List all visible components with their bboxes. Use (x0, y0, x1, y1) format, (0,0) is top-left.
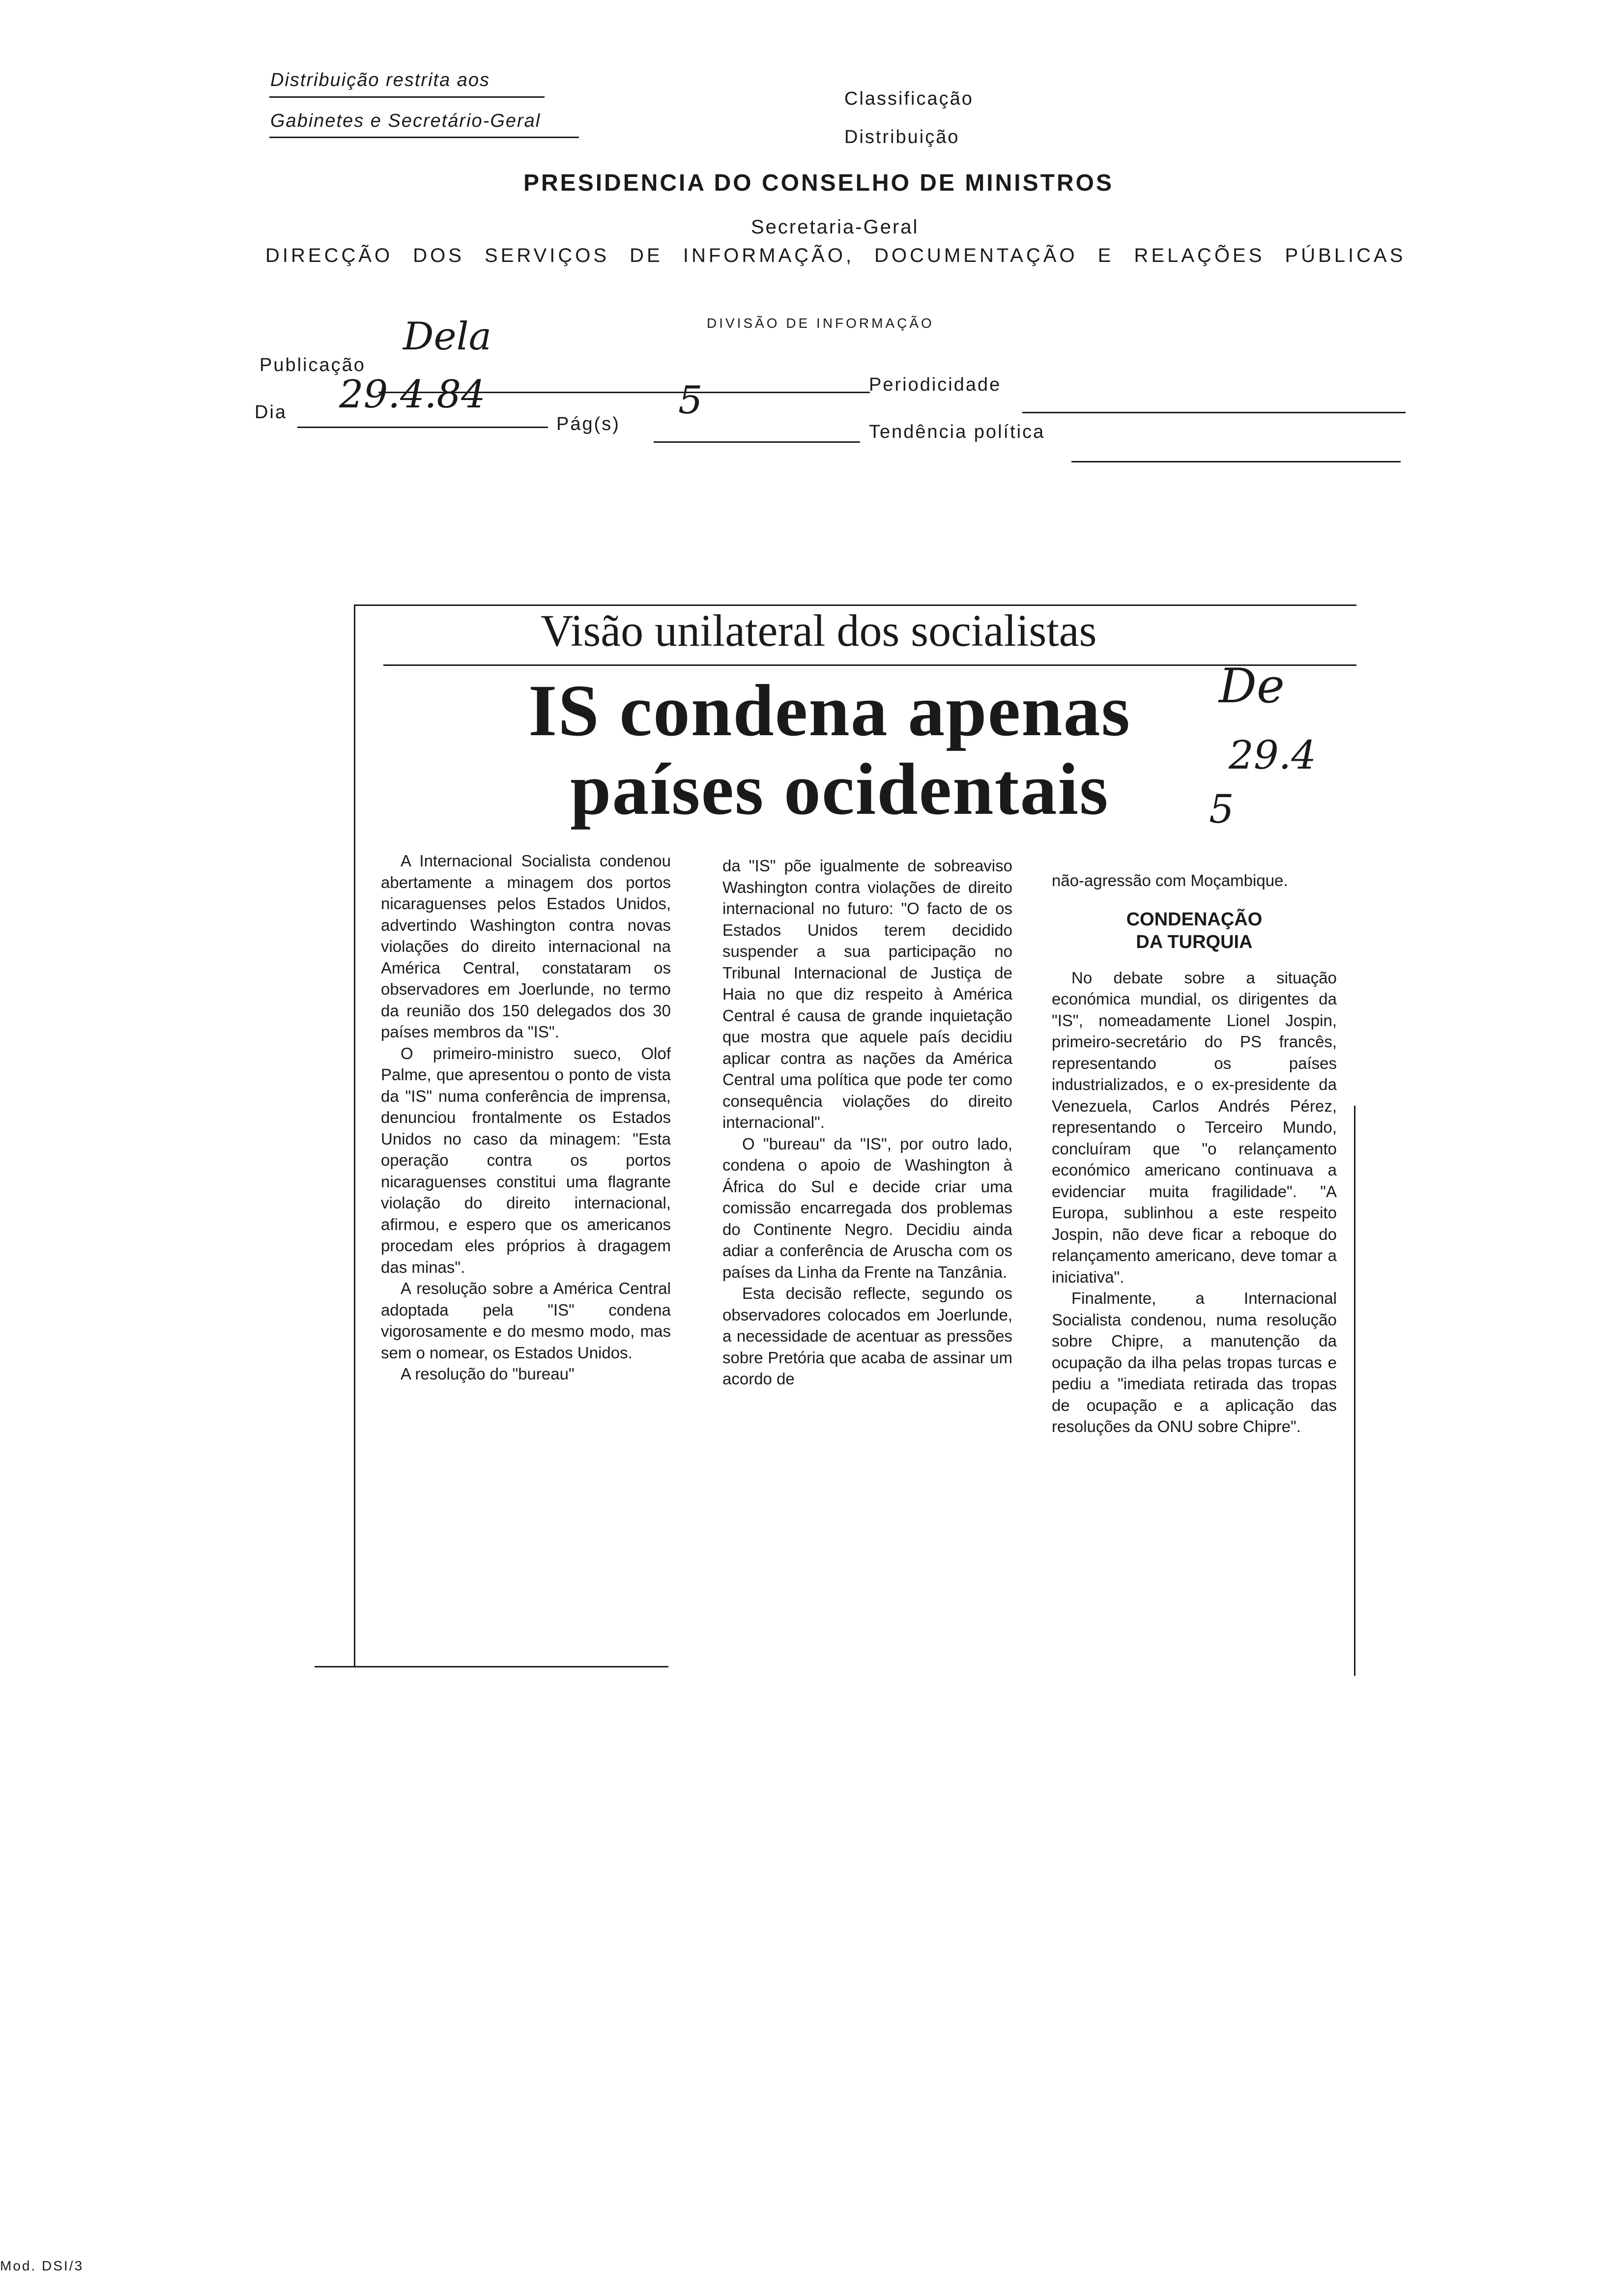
periodicity-line (1022, 412, 1406, 413)
restricted-underline-1 (269, 96, 545, 98)
day-label: Dia (255, 402, 288, 423)
restricted-distribution-line2: Gabinetes e Secretário-Geral (270, 111, 541, 131)
col2-paragraph-2: O "bureau" da "IS", por outro lado, condena o apoio de Washington à África do Sul e decide criar uma comissão encarregada dos problemas do Continente Negro. Decidiu ainda adiar a conferência de Aruscha com os países da Linha da Frente na Tanzânia. (722, 1134, 1012, 1281)
col3-intro: não-agressão com Moçambique. (1052, 871, 1288, 890)
kicker-rule (383, 664, 1356, 666)
political-tendency-line (1071, 461, 1401, 462)
organization-title: PRESIDENCIA DO CONSELHO DE MINISTROS (523, 170, 1114, 196)
col3-paragraph-2: Finalmente, a Internacional Socialista condenou, numa resolução sobre Chipre, a manutenção da ocupação da ilha pelas tropas turcas e pediu a "imediata retirada das tropas de ocupação e a aplicação das resoluções da ONU sobre Chipre". (1052, 1289, 1337, 1435)
article-headline-line1: IS condena apenas (528, 670, 1131, 751)
political-tendency-label: Tendência política (869, 422, 1045, 442)
article-column-2 (722, 855, 1012, 1390)
col3-paragraph-1: No debate sobre a situação económica mundial, os dirigentes da "IS", nomeadamente Lionel Jospin, primeiro-secretário do PS francês, representando os países industrializados, e o ex-presidente da Venezuela, Carlos Andrés Pérez, representando o Terceiro Mundo, concluíram que "o relançamento económico americano continuava a evidenciar muita fragilidade". "A Europa, sublinhou a este respeito Jospin, não deve ficar a reboque do relançamento americano, deve tomar a iniciativa". (1052, 968, 1337, 1286)
pages-label: Pág(s) (556, 414, 620, 434)
pages-line (654, 441, 860, 443)
directorate: DIRECÇÃO DOS SERVIÇOS DE INFORMAÇÃO, DOCUMENTAÇÃO E RELAÇÕES PÚBLICAS (265, 245, 1406, 266)
classification-label: Classificação (844, 88, 974, 109)
col3-subheading-line1: CONDENAÇÃO (1126, 909, 1263, 930)
day-line (297, 427, 548, 428)
margin-annotation-2: 29.4 (1229, 732, 1317, 778)
restricted-underline-2 (269, 137, 579, 138)
day-value: 29.4.84 (339, 373, 486, 417)
margin-annotation-1: De (1219, 659, 1285, 714)
col1-paragraph-4: A resolução do "bureau" (401, 1365, 575, 1383)
article-kicker: Visão unilateral dos socialistas (541, 605, 1097, 656)
col2-paragraph-3: Esta decisão reflecte, segundo os observadores colocados em Joerlunde, a necessidade de acentuar as pressões sobre Pretória que acaba de assinar um acordo de (722, 1284, 1012, 1388)
article-column-1 (381, 850, 671, 1385)
division: DIVISÃO DE INFORMAÇÃO (707, 316, 934, 331)
newspaper-clipping (354, 604, 1356, 1686)
col1-paragraph-2: O primeiro-ministro sueco, Olof Palme, que apresentou o ponto de vista da "IS" numa conferência de imprensa, denunciou frontalmente os Estados Unidos no caso da minagem: "Esta operação contra os portos nicaraguenses constitui uma flagrante violação do direito internacional, afirmou, e espero que os americanos procedam eles próprios à dragagem das minas". (381, 1044, 671, 1276)
publication-label: Publicação (259, 355, 366, 375)
col3-subheading (1052, 908, 1337, 953)
col2-paragraph-1: da "IS" põe igualmente de sobreaviso Washington contra violações de direito internacional no futuro: "O facto de os Estados Unidos terem decidido suspender a sua participação no Tribunal Internacional de Justiça de Haia no que diz respeito à América Central é causa de grande inquietação que mostra que aquele país decidiu aplicar contra as nações da América Central uma política que pode ter como consequência violações do direito internacional". (722, 857, 1012, 1131)
periodicity-label: Periodicidade (869, 374, 1002, 395)
col1-paragraph-3: A resolução sobre a América Central adoptada pela "IS" condena vigorosamente e do mesmo modo, mas sem o nomear, os Estados Unidos. (381, 1279, 671, 1362)
clipping-left-edge (354, 604, 355, 1666)
margin-annotation-3: 5 (1209, 786, 1234, 832)
secretariat: Secretaria-Geral (751, 216, 919, 238)
pages-value: 5 (678, 378, 703, 423)
distribution-label: Distribuição (844, 127, 960, 147)
clipping-bottom-edge (315, 1666, 668, 1667)
restricted-distribution-line1: Distribuição restrita aos (270, 70, 490, 90)
article-column-3 (1052, 870, 1337, 1437)
article-headline-line2: países ocidentais (570, 748, 1109, 830)
clipping-right-edge (1354, 1106, 1355, 1676)
publication-value: Dela (403, 315, 492, 359)
form-code: Mod. DSI/3 (0, 2258, 84, 2273)
col3-subheading-line2: DA TURQUIA (1136, 931, 1253, 952)
col1-paragraph-1: A Internacional Socialista condenou abertamente a minagem dos portos nicaraguenses pelos Estados Unidos, advertindo Washington contra novas violações do direito internacional na América Central, constataram os observadores em Joerlunde, no termo da reunião dos 150 delegados dos 30 países membros da "IS". (381, 852, 671, 1041)
